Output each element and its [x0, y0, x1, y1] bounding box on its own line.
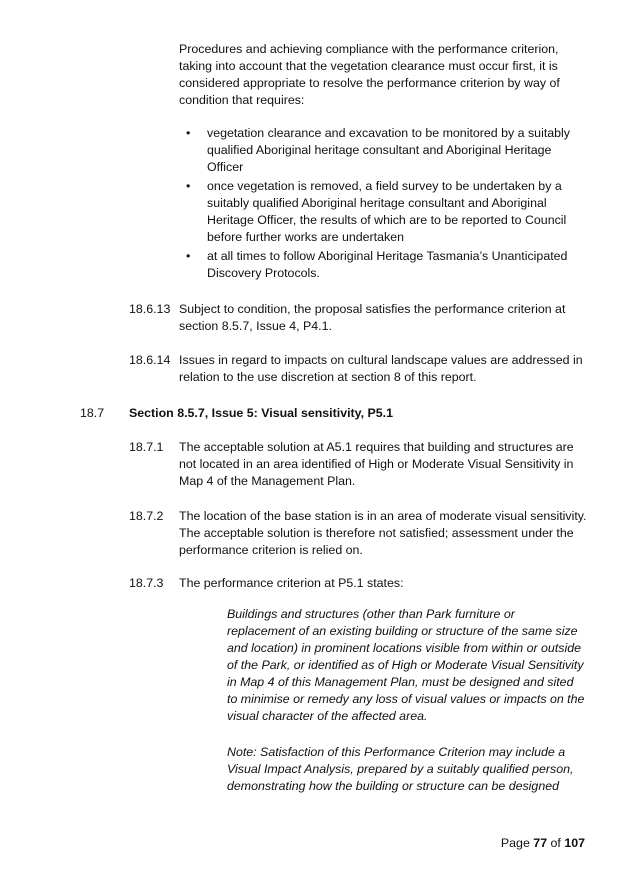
quoted-note: Note: Satisfaction of this Performance Criterion may include a Visual Impact Analysis, prepared by a suitably qualified person, demonstrating how the building or structure can be designed — [227, 745, 574, 793]
list-item-text: at all times to follow Aboriginal Heritage Tasmania’s Unanticipated Discovery Protocols. — [207, 249, 568, 280]
list-item-text: vegetation clearance and excavation to be monitored by a suitably qualified Aboriginal heritage consultant and Aboriginal Heritage Officer — [207, 126, 571, 174]
condition-list — [179, 125, 589, 284]
page-number — [501, 835, 585, 852]
list-item-text: once vegetation is removed, a field survey to be undertaken by a suitably qualified Aboriginal heritage consultant and Aboriginal Heritage Officer, the results of which are to be reported to Council before further works are undertaken — [207, 179, 567, 244]
paragraph-18-6-14 — [129, 352, 589, 386]
intro-paragraph: Procedures and achieving compliance with the performance criterion, taking into account that the vegetation clearance must occur first, it is considered appropriate to resolve the performance criterion by way of condition that requires: — [179, 42, 560, 107]
paragraph-number: 18.6.14 — [129, 353, 171, 367]
bullet-icon: • — [186, 249, 191, 263]
paragraph-number: 18.7.2 — [129, 509, 164, 523]
list-item — [179, 248, 589, 282]
bullet-icon: • — [186, 179, 191, 193]
paragraph-number: 18.7.3 — [129, 576, 164, 590]
page-of: of — [547, 836, 565, 850]
paragraph-number: 18.6.13 — [129, 302, 171, 316]
paragraph-number: 18.7.1 — [129, 440, 164, 454]
paragraph-18-7-3 — [129, 575, 589, 592]
paragraph-18-6-13 — [129, 301, 589, 335]
paragraph-text: Issues in regard to impacts on cultural landscape values are addressed in relation to the use discretion at section 8 of this report. — [179, 353, 583, 384]
section-title: Section 8.5.7, Issue 5: Visual sensitivity, P5.1 — [129, 406, 394, 420]
bullet-icon: • — [186, 126, 191, 140]
paragraph-text: The acceptable solution at A5.1 requires that building and structures are not located in an area identified of High or Moderate Visual Sensitivity in Map 4 of the Management Plan. — [179, 440, 574, 488]
paragraph-text: The performance criterion at P5.1 states: — [179, 576, 404, 590]
list-item — [179, 125, 589, 176]
current-page: 77 — [533, 836, 548, 850]
total-pages: 107 — [564, 836, 585, 850]
paragraph-text: The location of the base station is in an area of moderate visual sensitivity. The acceptable solution is therefore not satisfied; assessment under the performance criterion is relied on. — [179, 509, 587, 557]
section-number: 18.7 — [80, 406, 105, 420]
paragraph-text: Subject to condition, the proposal satisfies the performance criterion at section 8.5.7, Issue 4, P4.1. — [179, 302, 566, 333]
paragraph-18-7-1 — [129, 439, 589, 490]
quoted-criterion: Buildings and structures (other than Park furniture or replacement of an existing building or structure of the same size and location) in prominent locations visible from within or outside of the Park, or identified as of High or Moderate Visual Sensitivity in Map 4 of this Management Plan, must be designed and sited to minimise or remedy any loss of visual values or impacts on the visual character of the affected area. — [227, 607, 585, 723]
paragraph-18-7-2 — [129, 508, 589, 559]
page-prefix: Page — [500, 836, 534, 850]
list-item — [179, 178, 589, 246]
section-heading — [80, 405, 393, 422]
